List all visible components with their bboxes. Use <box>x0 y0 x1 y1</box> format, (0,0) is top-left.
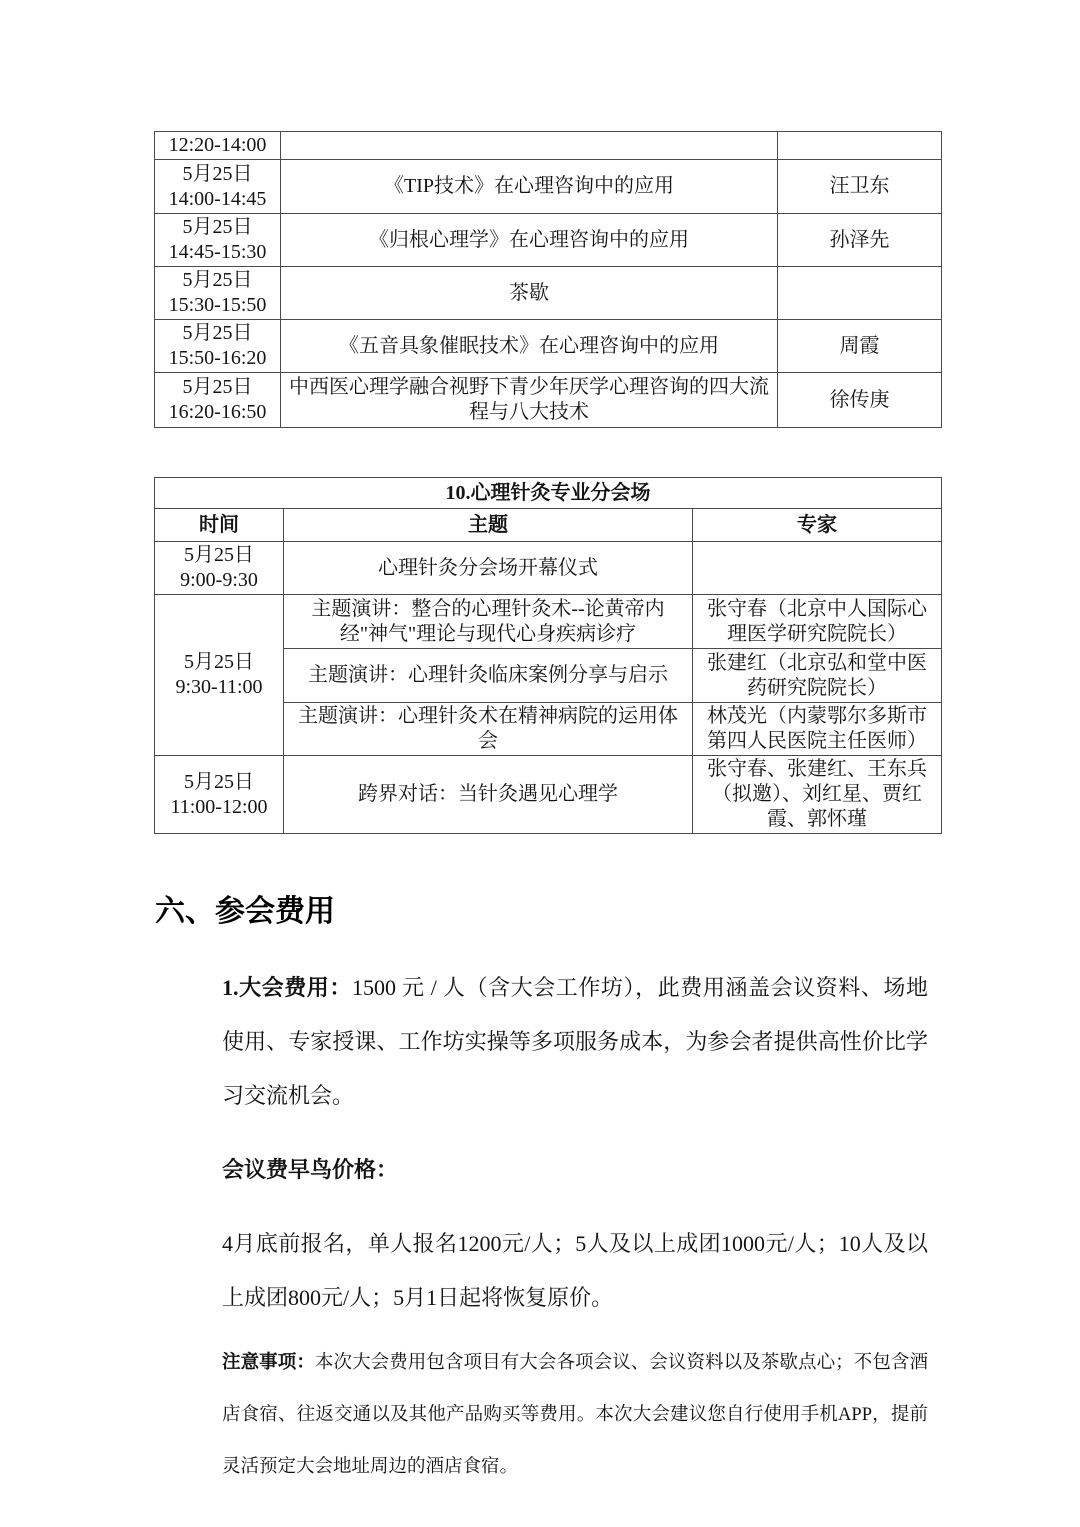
table-row <box>155 132 942 160</box>
time-text: 9:00-9:30 <box>180 569 258 591</box>
expert-cell <box>778 267 942 320</box>
table-row <box>155 756 942 834</box>
date-text: 5月25日 <box>184 651 254 673</box>
time-text: 14:45-15:30 <box>168 241 267 263</box>
table-header-row <box>155 509 942 542</box>
expert-cell: 张守春（北京中人国际心理医学研究院院长） <box>693 595 942 649</box>
earlybird-label: 会议费早鸟价格： <box>222 1157 399 1182</box>
expert-cell: 林茂光（内蒙鄂尔多斯市第四人民医院主任医师） <box>693 703 942 756</box>
expert-cell <box>778 132 942 160</box>
table-row <box>155 320 942 373</box>
expert-cell: 张守春、张建红、王东兵（拟邀）、刘红星、贾红霞、郭怀瑾 <box>693 756 942 834</box>
header-expert: 专家 <box>693 509 942 542</box>
time-cell <box>155 373 281 428</box>
date-text: 5月25日 <box>182 376 253 398</box>
notes-paragraph <box>222 1337 928 1493</box>
expert-cell <box>693 542 942 595</box>
date-text: 5月25日 <box>182 162 253 185</box>
time-text: 15:30-15:50 <box>168 294 267 316</box>
table-title-row <box>155 478 942 509</box>
fee-paragraph-text: 1500 元 / 人（含大会工作坊），此费用涵盖会议资料、场地使用、专家授课、工作坊实操等多项服务成本，为参会者提供高性价比学习交流机会。 <box>222 975 928 1108</box>
topic-cell: 主题演讲：心理针灸临床案例分享与启示 <box>284 649 693 703</box>
time-cell: 12:20-14:00 <box>155 132 281 160</box>
time-text: 9:30-11:00 <box>175 676 263 698</box>
header-time: 时间 <box>155 509 284 542</box>
table-row <box>155 595 942 649</box>
expert-cell: 汪卫东 <box>778 160 942 214</box>
time-cell <box>155 542 284 595</box>
time-cell <box>155 320 281 373</box>
date-text: 5月25日 <box>182 269 253 291</box>
time-text: 14:00-14:45 <box>168 187 267 210</box>
notes-label: 注意事项： <box>222 1353 315 1373</box>
time-cell <box>155 756 284 834</box>
topic-cell: 主题演讲：心理针灸术在精神病院的运用体会 <box>284 703 693 756</box>
time-cell-merged <box>155 595 284 756</box>
earlybird-paragraph: 4月底前报名，单人报名1200元/人；5人及以上成团1000元/人；10人及以上成团800元/人；5月1日起将恢复原价。 <box>222 1231 928 1310</box>
date-text: 5月25日 <box>182 322 253 344</box>
time-cell <box>155 267 281 320</box>
topic-cell: 《五音具象催眠技术》在心理咨询中的应用 <box>281 320 778 373</box>
header-topic: 主题 <box>284 509 693 542</box>
topic-cell: 《归根心理学》在心理咨询中的应用 <box>281 214 778 267</box>
expert-cell: 张建红（北京弘和堂中医药研究院院长） <box>693 649 942 703</box>
date-text: 5月25日 <box>184 544 254 566</box>
time-cell <box>155 160 281 214</box>
table-row <box>155 542 942 595</box>
expert-cell: 徐传庚 <box>778 373 942 428</box>
time-cell <box>155 214 281 267</box>
fee-paragraph-label: 1.大会费用： <box>222 975 352 1000</box>
time-text: 15:50-16:20 <box>168 347 267 369</box>
schedule-table-afternoon <box>154 131 942 428</box>
table-row <box>155 267 942 320</box>
table-title: 10.心理针灸专业分会场 <box>155 478 942 509</box>
topic-cell: 跨界对话：当针灸遇见心理学 <box>284 756 693 834</box>
notes-text: 本次大会费用包含项目有大会各项会议、会议资料以及茶歇点心；不包含酒店食宿、往返交通以及其他产品购买等费用。本次大会建议您自行使用手机APP，提前灵活预定大会地址周边的酒店食宿。 <box>222 1353 928 1477</box>
topic-cell: 《TIP技术》在心理咨询中的应用 <box>281 160 778 214</box>
topic-cell: 茶歇 <box>281 267 778 320</box>
time-text: 16:20-16:50 <box>168 401 267 423</box>
table-row <box>155 214 942 267</box>
table-row <box>155 160 942 214</box>
subvenue-table-acupuncture <box>154 477 942 834</box>
topic-cell: 心理针灸分会场开幕仪式 <box>284 542 693 595</box>
date-text: 5月25日 <box>184 770 254 793</box>
section-heading-fees: 六、参会费用 <box>155 895 335 928</box>
date-text: 5月25日 <box>182 216 253 238</box>
fee-paragraph <box>222 961 928 1123</box>
topic-cell: 中西医心理学融合视野下青少年厌学心理咨询的四大流程与八大技术 <box>281 373 778 428</box>
time-text: 11:00-12:00 <box>170 795 268 818</box>
expert-cell: 周霞 <box>778 320 942 373</box>
topic-cell <box>281 132 778 160</box>
topic-cell: 主题演讲：整合的心理针灸术--论黄帝内经"神气"理论与现代心身疾病诊疗 <box>284 595 693 649</box>
table-row <box>155 373 942 428</box>
expert-cell: 孙泽先 <box>778 214 942 267</box>
